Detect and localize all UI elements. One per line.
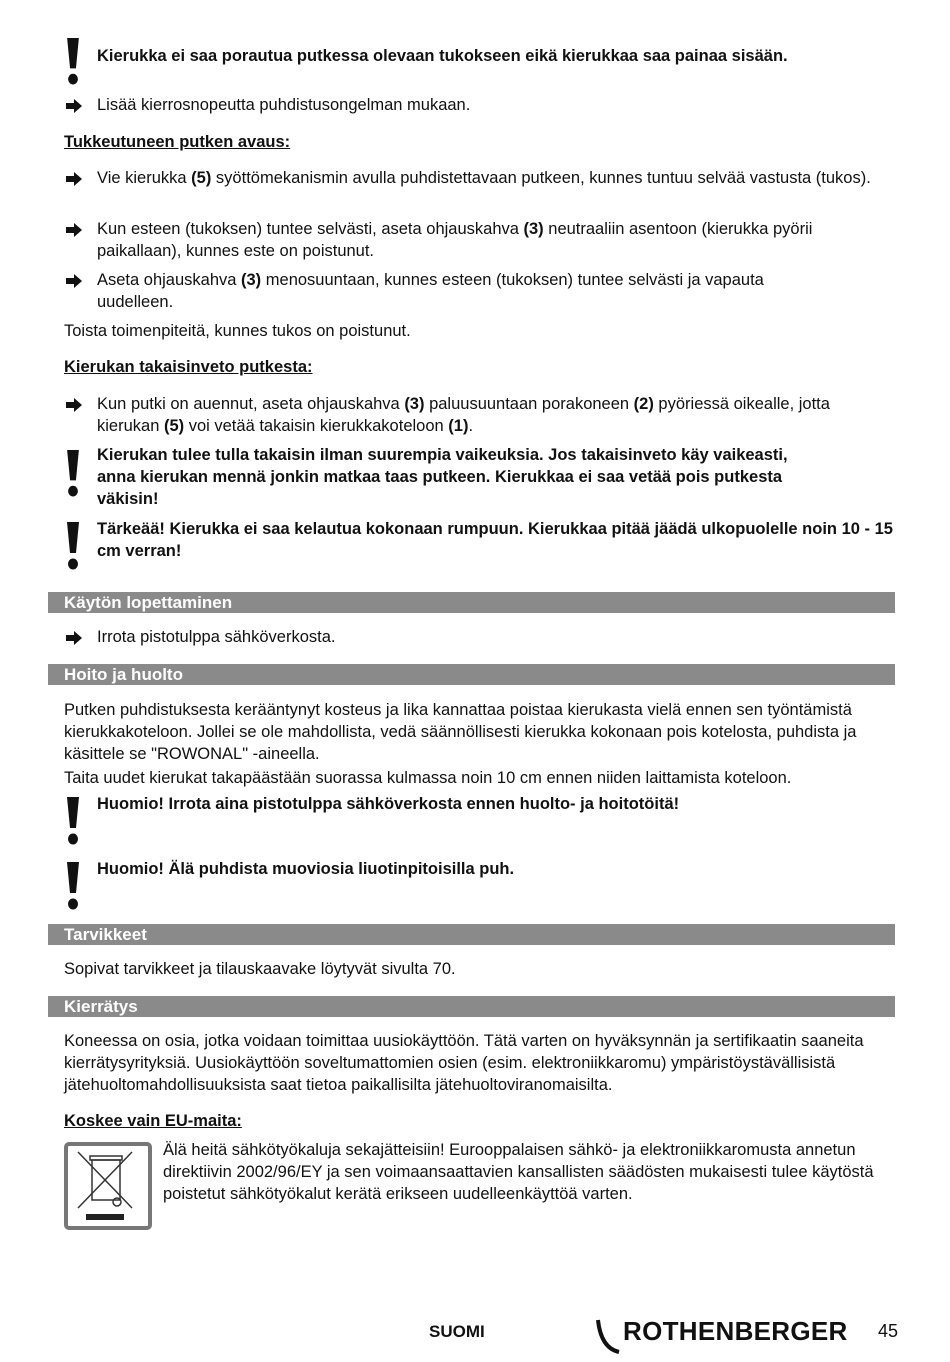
warning-icon <box>64 862 82 910</box>
warning-icon <box>64 797 82 845</box>
brand-name: ROTHENBERGER <box>623 1316 848 1346</box>
arrow-bullet-icon <box>64 222 84 238</box>
step-text: Lisää kierrosnopeutta puhdistusongelman mukaan. <box>97 96 471 114</box>
arrow-bullet-icon <box>64 273 84 289</box>
step-text: Kun esteen (tukoksen) tuntee selvästi, aseta ohjauskahva (3) neutraaliin asentoon (kierukka pyörii paikallaan), kunnes este on poistunut. <box>97 220 813 260</box>
arrow-bullet-icon <box>64 171 84 187</box>
warning-text: Tärkeää! Kierukka ei saa kelautua kokonaan rumpuun. Kierukkaa pitää jäädä ulkopuolelle noin 10 - 15 cm verran! <box>97 520 893 560</box>
step-text: Irrota pistotulppa sähköverkosta. <box>97 628 336 646</box>
paragraph: Toista toimenpiteitä, kunnes tukos on poistunut. <box>64 322 411 340</box>
paragraph: Sopivat tarvikkeet ja tilauskaavake löytyvät sivulta 70. <box>64 960 456 978</box>
subheading-open: Tukkeutuneen putken avaus: <box>64 133 291 151</box>
warning-icon <box>64 38 82 85</box>
section-header-accessories: Tarvikkeet <box>48 924 895 945</box>
arrow-bullet-icon <box>64 630 84 646</box>
paragraph: Putken puhdistuksesta kerääntynyt kosteus ja lika kannattaa poistaa kierukasta vielä ennen sen työntämistä kierukkakoteloon. Jollei se ole mahdollista, vedä säännöllisesti kierukka kokonaan pois kotelosta, puhdista ja käsittele se "ROWONAL" -aineella. <box>64 701 857 763</box>
section-header-care: Hoito ja huolto <box>48 664 895 685</box>
footer-language: SUOMI <box>429 1322 485 1341</box>
warning-text: Huomio! Älä puhdista muoviosia liuotinpitoisilla puh. <box>97 860 515 878</box>
paragraph: Taita uudet kierukat takapäästään suorassa kulmassa noin 10 cm ennen niiden laittamista koteloon. <box>64 769 792 787</box>
paragraph: Älä heitä sähkötyökaluja sekajätteisiin! Eurooppalaisen sähkö- ja elektroniikkaromusta annetun direktiivin 2002/96/EY ja sen voimaansaattavien kansallisten säädösten mukaisesti tulee käytöstä poistetut sähkötyökalut kerätä erikseen uudelleenkäyttöä varten. <box>163 1141 874 1203</box>
weee-crossed-bin-icon <box>64 1142 152 1230</box>
warning-text: Kierukka ei saa porautua putkessa olevaan tukokseen eikä kierukkaa saa painaa sisään. <box>97 47 788 65</box>
section-header-stop: Käytön lopettaminen <box>48 592 895 613</box>
brand-logo <box>597 1316 848 1347</box>
step-text: Aseta ohjauskahva (3) menosuuntaan, kunnes esteen (tukoksen) tuntee selvästi ja vapauta uudelleen. <box>97 271 764 311</box>
arrow-bullet-icon <box>64 397 84 413</box>
subheading-retract: Kierukan takaisinveto putkesta: <box>64 358 313 376</box>
arrow-bullet-icon <box>64 98 84 114</box>
step-text: Vie kierukka (5) syöttömekanismin avulla puhdistettavaan putkeen, kunnes tuntuu selvää vastusta (tukos). <box>97 169 871 187</box>
page-number: 45 <box>878 1321 899 1341</box>
step-text: Kun putki on auennut, aseta ohjauskahva (3) paluusuuntaan porakoneen (2) pyöriessä oikealle, jotta kierukan (5) voi vetää takaisin kierukkakoteloon (1). <box>97 395 830 435</box>
warning-text: Huomio! Irrota aina pistotulppa sähköverkosta ennen huolto- ja hoitotöitä! <box>97 795 680 813</box>
section-header-recycling: Kierrätys <box>48 996 895 1017</box>
warning-text: Kierukan tulee tulla takaisin ilman suurempia vaikeuksia. Jos takaisinveto käy vaikeasti, anna kierukan mennä jonkin matkaa taas putkeen. Kierukkaa ei saa vetää pois putkesta väkisin! <box>97 446 788 508</box>
paragraph: Koneessa on osia, jotka voidaan toimittaa uusiokäyttöön. Tätä varten on hyväksynnän ja sertifikaatin saaneita kierrätysyrityksiä. Uusiokäyttöön soveltumattomien osien (esim. elektroniikkaromu) ympäristöystävällisistä jätehuoltomahdollisuuksista saat tietoa paikallisilta jätehuoltoviranomaisilta. <box>64 1032 864 1094</box>
warning-icon <box>64 522 82 570</box>
warning-icon <box>64 450 82 497</box>
subheading-eu: Koskee vain EU-maita: <box>64 1112 242 1130</box>
